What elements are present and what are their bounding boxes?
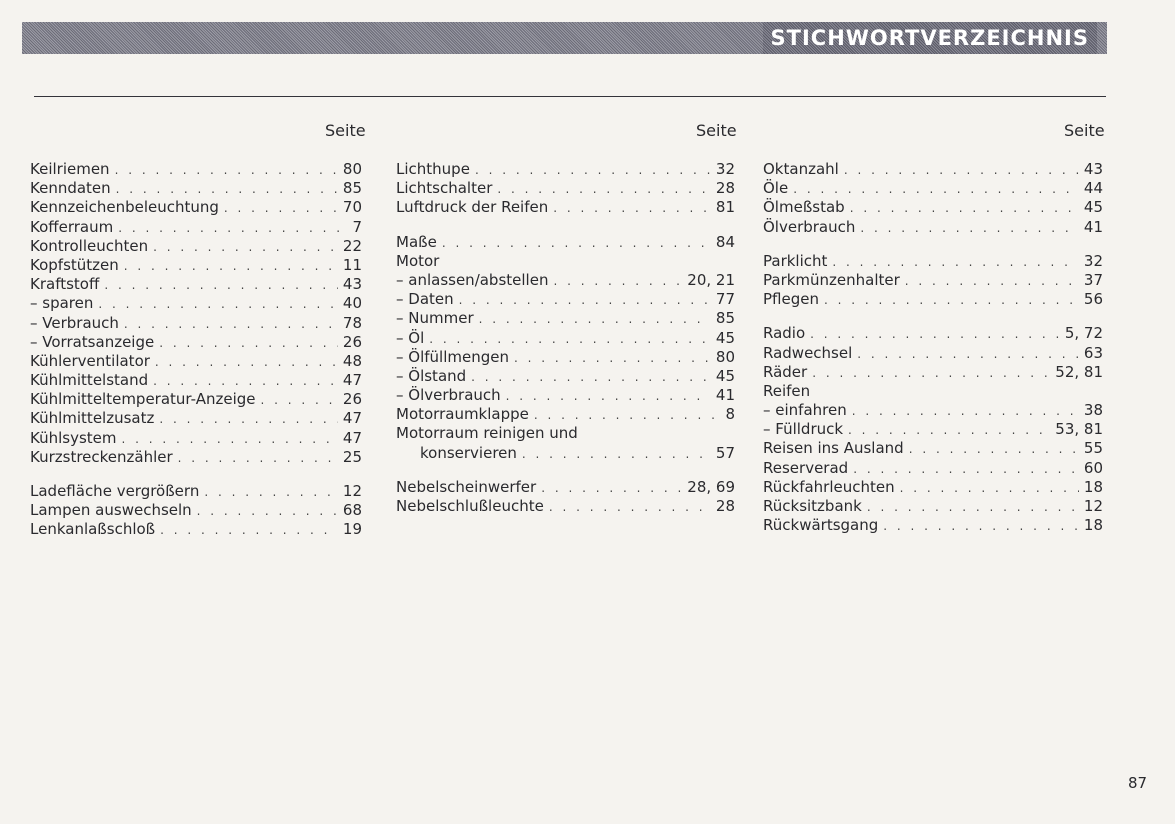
index-term: Kenndaten	[30, 179, 111, 198]
index-entry	[30, 501, 362, 520]
dot-leader	[793, 180, 1079, 199]
index-entry	[30, 198, 362, 217]
index-entry	[396, 179, 735, 198]
dot-leader	[429, 330, 711, 349]
index-page-ref: 28	[715, 497, 735, 515]
index-term: Rücksitzbank	[763, 497, 862, 515]
group-gap	[763, 237, 1103, 252]
index-page-ref: 37	[1083, 270, 1103, 289]
dot-leader	[442, 234, 711, 253]
index-page-ref: 18	[1083, 516, 1103, 535]
index-entry	[763, 271, 1103, 290]
index-term: konservieren	[420, 443, 517, 462]
index-page-ref: 53, 81	[1055, 420, 1103, 439]
index-entry	[763, 497, 1103, 516]
index-term: Pflegen	[763, 290, 819, 309]
index-term: – einfahren	[763, 401, 847, 420]
index-entry	[763, 198, 1103, 217]
index-term: – Verbrauch	[30, 313, 119, 332]
index-term: Maße	[396, 232, 437, 251]
index-entry	[396, 233, 735, 252]
dot-leader	[204, 483, 338, 502]
index-page-ref: 40	[342, 294, 362, 313]
index-entry	[763, 290, 1103, 309]
index-entry	[30, 448, 362, 467]
dot-leader	[160, 521, 338, 540]
index-entry	[763, 252, 1103, 271]
index-term: Öle	[763, 179, 789, 198]
index-page-ref: 18	[1083, 477, 1103, 496]
dot-leader	[853, 460, 1079, 479]
index-term: Rückwärtsgang	[763, 516, 879, 535]
index-term: Lichthupe	[396, 160, 470, 178]
index-term: Kontrolleuchten	[30, 236, 149, 255]
index-page-ref: 28	[715, 179, 735, 198]
index-term: Lichtschalter	[396, 179, 493, 198]
divider-rule	[34, 96, 1106, 97]
index-term: Reisen ins Ausland	[763, 439, 904, 458]
index-page-ref: 47	[342, 428, 362, 447]
header-band	[22, 22, 1107, 54]
dot-leader	[867, 498, 1079, 517]
index-column-2	[396, 160, 735, 516]
index-term: – Vorratsanzeige	[30, 332, 155, 351]
dot-leader	[197, 502, 338, 521]
dot-leader	[159, 410, 338, 429]
dot-leader	[153, 238, 338, 257]
index-term: Kraftstoff	[30, 275, 100, 294]
index-term: Ölmeßstab	[763, 198, 845, 217]
index-term: Ölverbrauch	[763, 217, 856, 236]
index-term: Kühlmittelstand	[30, 371, 149, 390]
index-page-ref: 56	[1083, 290, 1103, 309]
dot-leader	[553, 199, 711, 218]
index-entry	[30, 482, 362, 501]
index-entry	[30, 409, 362, 428]
index-entry	[30, 390, 362, 409]
index-page-ref: 26	[342, 390, 362, 409]
index-entry	[763, 179, 1103, 198]
dot-leader	[459, 291, 711, 310]
index-term: Nebelscheinwerfer	[396, 477, 537, 496]
dot-leader	[514, 349, 711, 368]
index-page-ref: 41	[1083, 217, 1103, 236]
index-entry	[763, 478, 1103, 497]
index-term: – Ölfüllmengen	[396, 347, 509, 366]
index-entry	[30, 237, 362, 256]
index-term: Luftdruck der Reifen	[396, 198, 549, 217]
index-entry	[396, 348, 735, 367]
dot-leader	[844, 161, 1079, 180]
dot-leader	[549, 498, 711, 517]
index-page-ref: 57	[715, 443, 735, 462]
seite-label-col-3: Seite	[1064, 121, 1105, 140]
dot-leader	[812, 364, 1050, 383]
index-term: Ladefläche vergrößern	[30, 482, 200, 500]
index-entry	[396, 198, 735, 217]
index-entry	[763, 420, 1103, 439]
group-gap	[396, 218, 735, 233]
index-page-ref: 80	[715, 347, 735, 366]
dot-leader	[118, 219, 347, 238]
index-page-ref: 12	[1083, 497, 1103, 515]
dot-leader	[122, 430, 338, 449]
dot-leader	[497, 180, 711, 199]
index-entry	[30, 352, 362, 371]
page-number: 87	[1128, 774, 1148, 792]
index-entry	[396, 424, 735, 443]
group-gap	[763, 309, 1103, 324]
dot-leader	[224, 199, 338, 218]
index-entry	[30, 333, 362, 352]
index-term: Kurzstreckenzähler	[30, 447, 173, 466]
index-page-ref: 45	[715, 366, 735, 385]
dot-leader	[124, 315, 338, 334]
index-term: Radio	[763, 324, 806, 343]
dot-leader	[850, 199, 1079, 218]
index-entry	[396, 271, 735, 290]
index-term: – anlassen/abstellen	[396, 270, 549, 289]
index-page-ref: 11	[342, 255, 362, 274]
index-term: Lenkanlaßschloß	[30, 520, 156, 539]
index-entry	[30, 371, 362, 390]
dot-leader	[909, 440, 1079, 459]
index-page-ref: 55	[1083, 439, 1103, 458]
index-column-3	[763, 160, 1103, 535]
index-term: Reifen	[763, 381, 811, 400]
index-entry	[30, 429, 362, 448]
index-page-ref: 43	[1083, 160, 1103, 178]
index-page-ref: 43	[342, 275, 362, 294]
index-term: – Öl	[396, 328, 425, 347]
index-entry	[396, 329, 735, 348]
index-entry	[763, 363, 1103, 382]
dot-leader	[857, 345, 1079, 364]
index-page-ref: 32	[1083, 251, 1103, 270]
dot-leader	[98, 295, 338, 314]
index-term: Lampen auswechseln	[30, 501, 192, 520]
index-term: Parklicht	[763, 251, 828, 270]
group-gap	[30, 467, 362, 482]
index-page-ref: 84	[715, 232, 735, 251]
index-term: Kennzeichenbeleuchtung	[30, 198, 219, 217]
dot-leader	[824, 291, 1079, 310]
index-entry	[763, 459, 1103, 478]
index-entry	[30, 294, 362, 313]
index-page-ref: 85	[715, 309, 735, 328]
dot-leader	[155, 353, 338, 372]
dot-leader	[534, 406, 721, 425]
index-entry	[396, 160, 735, 179]
index-page-ref: 44	[1083, 179, 1103, 198]
dot-leader	[506, 387, 711, 406]
index-entry	[30, 160, 362, 179]
index-entry	[30, 179, 362, 198]
index-term: Nebelschlußleuchte	[396, 497, 544, 515]
index-entry	[396, 252, 735, 271]
dot-leader	[479, 310, 711, 329]
index-term: Räder	[763, 362, 808, 381]
index-entry	[396, 405, 735, 424]
index-term: Motorraumklappe	[396, 405, 529, 424]
index-page-ref: 70	[342, 198, 362, 217]
dot-leader	[104, 276, 338, 295]
index-term: Kühlerventilator	[30, 351, 150, 370]
index-entry	[396, 478, 735, 497]
index-page-ref: 47	[342, 371, 362, 390]
index-page-ref: 32	[715, 160, 735, 178]
dot-leader	[900, 479, 1079, 498]
index-page-ref: 20, 21	[687, 270, 735, 289]
index-term: Kühlsystem	[30, 428, 117, 447]
group-gap	[396, 463, 735, 478]
index-page-ref: 38	[1083, 401, 1103, 420]
index-page-ref: 47	[342, 409, 362, 428]
index-column-1	[30, 160, 362, 540]
dot-leader	[475, 161, 711, 180]
dot-leader	[159, 334, 338, 353]
index-entry	[396, 497, 735, 516]
dot-leader	[860, 219, 1079, 238]
index-term: Parkmünzenhalter	[763, 270, 900, 289]
index-term: – Ölverbrauch	[396, 386, 501, 405]
index-entry	[763, 160, 1103, 179]
index-page-ref: 63	[1083, 343, 1103, 362]
seite-label-col-2: Seite	[696, 121, 737, 140]
index-term: Oktanzahl	[763, 160, 839, 178]
index-entry	[396, 367, 735, 386]
index-page-ref: 22	[342, 236, 362, 255]
index-page-ref: 45	[715, 328, 735, 347]
index-term: Kopfstützen	[30, 255, 119, 274]
index-page-ref: 8	[725, 405, 735, 424]
index-entry	[30, 314, 362, 333]
index-page-ref: 41	[715, 386, 735, 405]
index-page-ref: 85	[342, 179, 362, 198]
index-entry	[396, 309, 735, 328]
dot-leader	[852, 402, 1079, 421]
index-term: Rückfahrleuchten	[763, 477, 895, 496]
index-entry	[763, 516, 1103, 535]
index-entry	[396, 444, 735, 463]
index-term: Kühlmittelzusatz	[30, 409, 155, 428]
index-term: Kofferraum	[30, 217, 114, 236]
index-term: – Ölstand	[396, 366, 467, 385]
index-page-ref: 52, 81	[1055, 362, 1103, 381]
index-page-ref: 78	[342, 313, 362, 332]
dot-leader	[116, 180, 338, 199]
seite-label-col-1: Seite	[325, 121, 366, 140]
index-page-ref: 80	[342, 160, 362, 178]
dot-leader	[905, 272, 1079, 291]
index-term: Motor	[396, 251, 440, 270]
index-page-ref: 45	[1083, 198, 1103, 217]
index-entry	[763, 344, 1103, 363]
index-page-ref: 19	[342, 520, 362, 539]
index-page-ref: 12	[342, 482, 362, 500]
index-entry	[763, 382, 1103, 401]
dot-leader	[541, 479, 682, 498]
index-term: Keilriemen	[30, 160, 110, 178]
index-term: – sparen	[30, 294, 94, 313]
index-page-ref: 68	[342, 501, 362, 520]
dot-leader	[471, 368, 711, 387]
index-entry	[30, 256, 362, 275]
index-term: Kühlmitteltemperatur-Anzeige	[30, 390, 256, 409]
index-page-ref: 25	[342, 447, 362, 466]
dot-leader	[178, 449, 338, 468]
index-page-ref: 26	[342, 332, 362, 351]
dot-leader	[115, 161, 338, 180]
index-term: – Fülldruck	[763, 420, 844, 439]
dot-leader	[153, 372, 338, 391]
index-page-ref: 60	[1083, 458, 1103, 477]
dot-leader	[848, 421, 1050, 440]
index-entry	[30, 275, 362, 294]
index-entry	[763, 218, 1103, 237]
dot-leader	[553, 272, 682, 291]
index-term: Radwechsel	[763, 343, 853, 362]
index-entry	[763, 439, 1103, 458]
dot-leader	[261, 391, 338, 410]
dot-leader	[124, 257, 338, 276]
index-page-ref: 7	[352, 217, 362, 236]
page-title: STICHWORTVERZEICHNIS	[763, 22, 1097, 54]
index-term: Motorraum reinigen und	[396, 424, 578, 443]
index-entry	[30, 218, 362, 237]
dot-leader	[883, 517, 1079, 536]
dot-leader	[522, 445, 711, 464]
index-entry	[763, 401, 1103, 420]
index-entry	[30, 520, 362, 539]
index-page-ref: 48	[342, 351, 362, 370]
index-page-ref: 28, 69	[687, 477, 735, 496]
dot-leader	[810, 325, 1060, 344]
index-entry	[396, 290, 735, 309]
dot-leader	[832, 253, 1079, 272]
index-term: Reserverad	[763, 458, 849, 477]
index-page-ref: 5, 72	[1064, 324, 1103, 343]
index-entry	[396, 386, 735, 405]
index-term: – Nummer	[396, 309, 474, 328]
index-entry	[763, 324, 1103, 343]
index-page-ref: 81	[715, 198, 735, 217]
index-term: – Daten	[396, 290, 454, 309]
index-page-ref: 77	[715, 290, 735, 309]
